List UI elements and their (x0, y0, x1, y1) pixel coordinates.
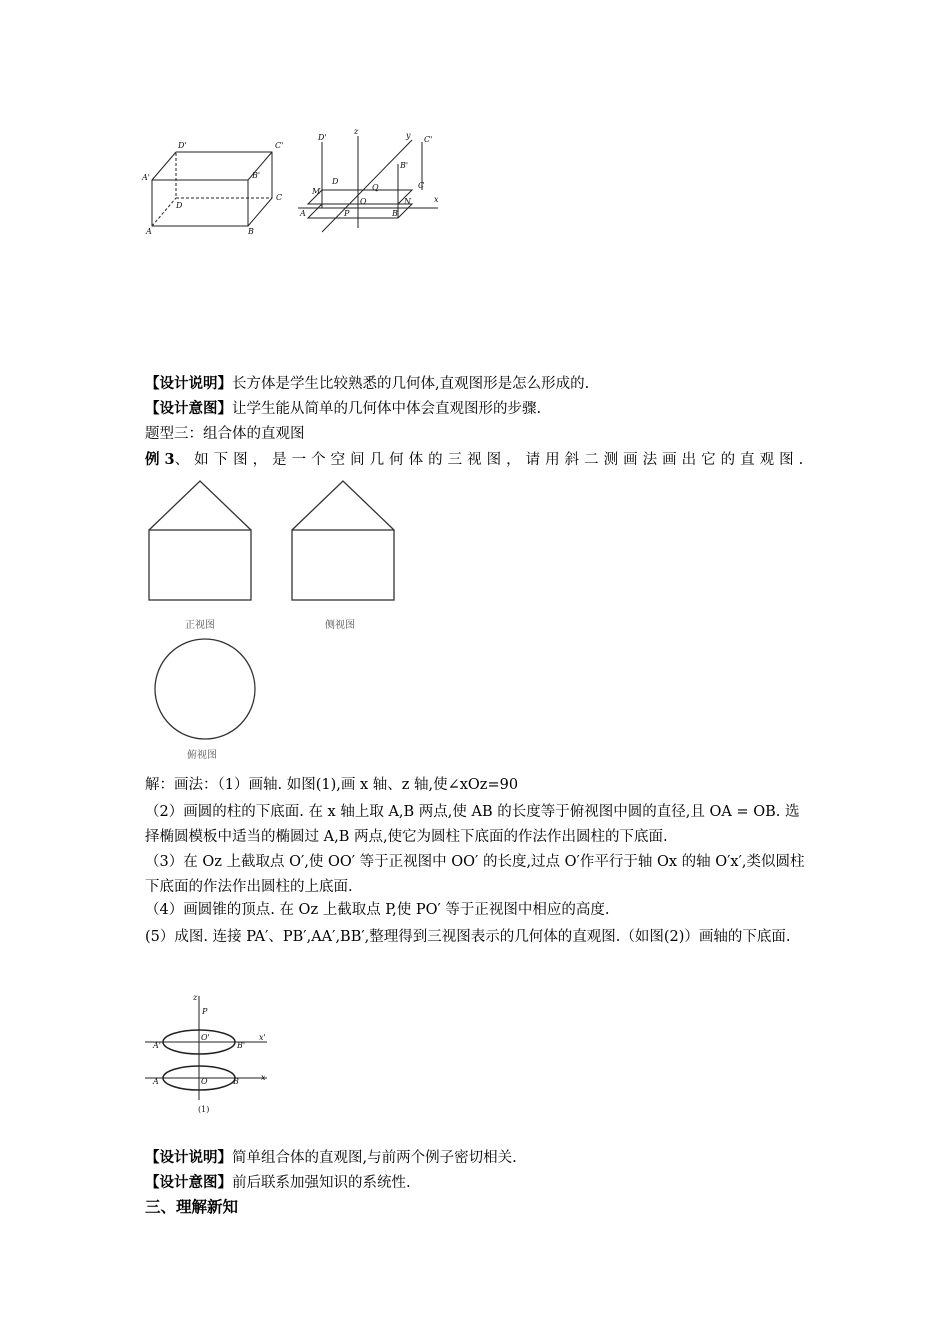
design-note-2-text: 简单组合体的直观图,与前两个例子密切相关. (232, 1150, 517, 1166)
side-view-caption: 侧视图 (325, 620, 355, 631)
label-B: B (248, 227, 254, 236)
fig1-label-B-prime: B' (237, 1041, 246, 1050)
solution-step-4: （4）画圆锥的顶点. 在 Oz 上截取点 P,使 PO′ 等于正视图中相应的高度. (145, 902, 610, 918)
axis-label-C: C (418, 181, 425, 190)
cuboid-figure (140, 128, 450, 238)
design-note-1 (145, 374, 589, 394)
front-view (145, 478, 255, 606)
solution-step-2: （2）画圆的柱的下底面. 在 x 轴上取 A,B 两点,使 AB 的长度等于俯视图中圆的直径,且 OA = OB. 选择椭圆模板中适当的椭圆过 A,B 两点,使它为圆柱下底面的作法作出圆柱的下底面. (145, 804, 800, 845)
solution-step-5: (5）成图. 连接 PA′、PB′,AA′,BB′,整理得到三视图表示的几何体的直观图.（如图(2)）画轴的下底面. (145, 929, 791, 945)
label-D-prime: D' (178, 141, 187, 150)
section-3-heading: 三、理解新知 (145, 1197, 239, 1216)
example-3-text: 、如下图，是一个空间几何体的三视图，请用斜二测画法画出它的直观图. (174, 452, 809, 468)
label-A: A (146, 227, 152, 236)
design-intent-2-text: 前后联系加强知识的系统性. (232, 1175, 411, 1191)
design-intent-1-tag: 【设计意图】 (145, 400, 232, 417)
axis-label-A: A (300, 209, 306, 218)
example-3-label: 例 3 (145, 451, 175, 468)
axis-label-P: P (344, 209, 350, 218)
design-note-2 (145, 1148, 517, 1168)
label-A-prime: A' (142, 173, 150, 182)
axis-label-D-prime: D' (318, 133, 327, 142)
top-view (150, 636, 260, 744)
solution-step-3: （3）在 Oz 上截取点 O′,使 OO′ 等于正视图中 OO′ 的长度,过点 O′作平行于轴 Ox 的轴 O′x′,类似圆柱下底面的作法作出圆柱的上底面. (145, 854, 805, 895)
front-view-caption: 正视图 (185, 620, 215, 631)
axis-label-O: O (360, 197, 367, 206)
design-intent-1-text: 让学生能从简单的几何体中体会直观图形的步骤. (232, 401, 542, 417)
label-D: D (176, 201, 183, 210)
side-view (288, 478, 398, 606)
fig1-label-O-prime: O' (201, 1033, 210, 1042)
fig1-label-A-prime: A' (153, 1041, 161, 1050)
solution-line-1: 解：画法：（1）画轴. 如图(1),画 x 轴、z 轴,使∠xOz=90 (145, 777, 519, 793)
design-note-1-text: 长方体是学生比较熟悉的几何体,直观图形是怎么形成的. (232, 376, 590, 392)
axis-label-B: B (392, 209, 398, 218)
design-note-1-tag: 【设计说明】 (145, 375, 232, 392)
fig1-label-B: B (233, 1077, 239, 1086)
axis-label-B-prime: B' (400, 161, 409, 170)
fig1-label-z: z (193, 993, 198, 1002)
axis-label-D: D (332, 177, 339, 186)
label-C-prime: C' (275, 141, 284, 150)
label-B-prime: B' (252, 171, 261, 180)
fig1-label-A: A (153, 1077, 159, 1086)
heading-type-3: 题型三：组合体的直观图 (145, 426, 305, 442)
axis-label-y: y (406, 131, 411, 140)
fig1-label-x: x (261, 1073, 266, 1082)
label-C: C (276, 193, 283, 202)
design-intent-2-tag: 【设计意图】 (145, 1174, 232, 1191)
axis-label-x: x (434, 195, 439, 204)
design-intent-1 (145, 399, 541, 419)
fig1-label-O: O (201, 1077, 208, 1086)
axis-label-z: z (354, 128, 359, 136)
axis-figure-1 (143, 992, 273, 1117)
design-note-2-tag: 【设计说明】 (145, 1149, 232, 1166)
design-intent-2 (145, 1173, 411, 1193)
fig1-label-x-prime: x' (259, 1033, 266, 1042)
axis-label-Q: Q (372, 183, 379, 192)
axis-label-M: M (312, 187, 321, 196)
top-view-caption: 俯视图 (187, 750, 217, 761)
axis-label-C-prime: C' (424, 135, 433, 144)
axis-label-N: N (404, 197, 411, 206)
fig1-caption: (1) (198, 1105, 210, 1114)
fig1-label-P: P (202, 1007, 208, 1016)
example-3 (145, 450, 808, 470)
